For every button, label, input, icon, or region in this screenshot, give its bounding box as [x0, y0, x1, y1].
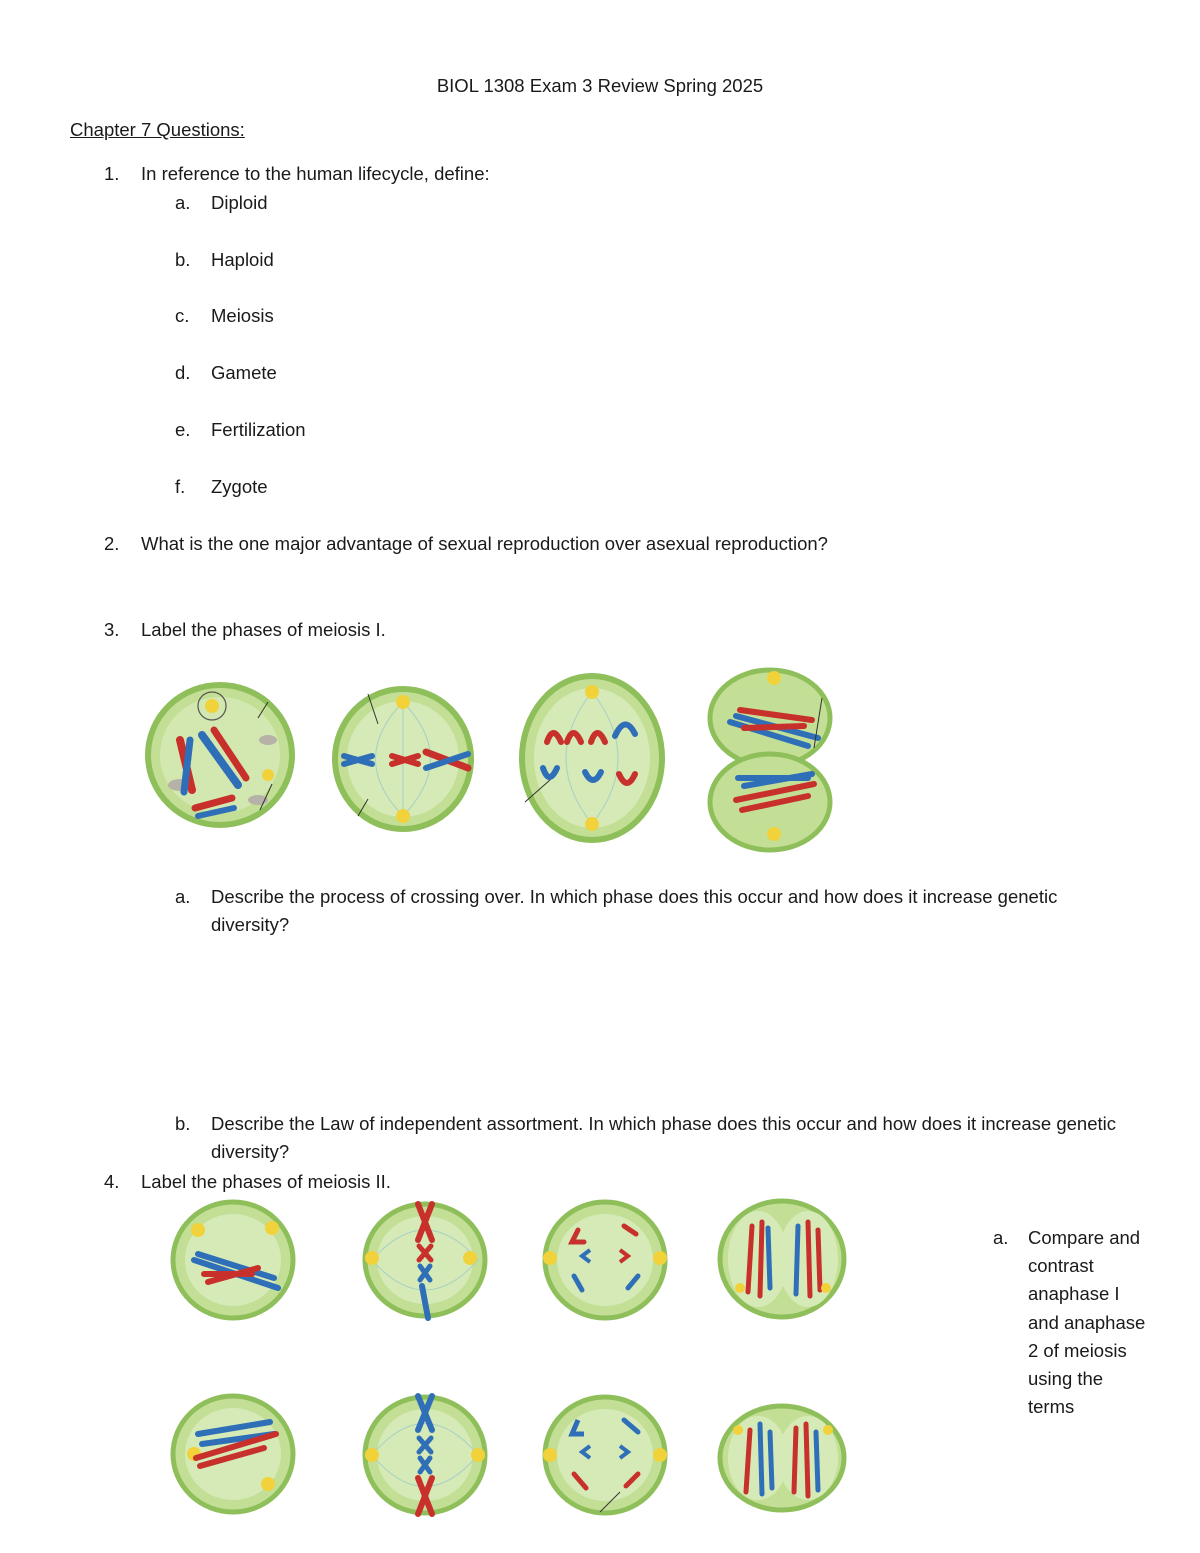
- q3-number: 3.: [104, 619, 120, 640]
- q1-number: 1.: [104, 163, 120, 184]
- q4-sub-a-text: Compare and contrast anaphase I and anaphase 2 of meiosis using the terms: [1028, 1227, 1146, 1418]
- telophase-I-cell: [708, 668, 838, 854]
- q1-item-zygote: Zygote: [211, 476, 268, 497]
- q1-item-letter: e.: [175, 419, 191, 440]
- metaphase-II-cell: [360, 1200, 490, 1320]
- metaphase-II-cell: [360, 1392, 490, 1518]
- page-title: BIOL 1308 Exam 3 Review Spring 2025: [436, 75, 764, 96]
- q4-text: Label the phases of meiosis II.: [141, 1171, 391, 1192]
- q3-sub-b-letter: b.: [175, 1113, 191, 1134]
- q3-sub-b-text: Describe the Law of independent assortment. In which phase does this occur and how does it increase genetic diversity?: [211, 1113, 1116, 1162]
- anaphase-I-cell: [515, 672, 670, 844]
- anaphase-II-cell: [540, 1198, 670, 1322]
- q1-item-haploid: Haploid: [211, 249, 274, 270]
- q2-text: What is the one major advantage of sexual reproduction over asexual reproduction?: [141, 533, 828, 554]
- prophase-II-cell: [168, 1392, 298, 1516]
- q1-item-letter: b.: [175, 249, 191, 270]
- q3-sub-a-text: Describe the process of crossing over. In which phase does this occur and how does it increase genetic diversity?: [211, 886, 1058, 935]
- q1-item-letter: f.: [175, 476, 186, 497]
- telophase-II-cell: [716, 1402, 848, 1514]
- q4-number: 4.: [104, 1171, 120, 1192]
- metaphase-I-cell: [328, 684, 478, 834]
- q1-text: In reference to the human lifecycle, define:: [141, 163, 490, 184]
- telophase-II-cell: [716, 1196, 848, 1322]
- q1-item-meiosis: Meiosis: [211, 305, 274, 326]
- q2-number: 2.: [104, 533, 120, 554]
- prophase-I-cell: [140, 680, 300, 830]
- q1-item-fertilization: Fertilization: [211, 419, 306, 440]
- section-heading: Chapter 7 Questions:: [70, 119, 245, 140]
- q3-sub-a-letter: a.: [175, 886, 191, 907]
- q1-item-letter: d.: [175, 362, 191, 383]
- anaphase-II-cell: [540, 1392, 670, 1518]
- prophase-II-cell: [168, 1198, 298, 1322]
- q1-item-gamete: Gamete: [211, 362, 277, 383]
- q4-sub-a-letter: a.: [993, 1227, 1009, 1248]
- q1-item-letter: a.: [175, 192, 191, 213]
- q1-item-diploid: Diploid: [211, 192, 268, 213]
- q1-item-letter: c.: [175, 305, 190, 326]
- q3-text: Label the phases of meiosis I.: [141, 619, 386, 640]
